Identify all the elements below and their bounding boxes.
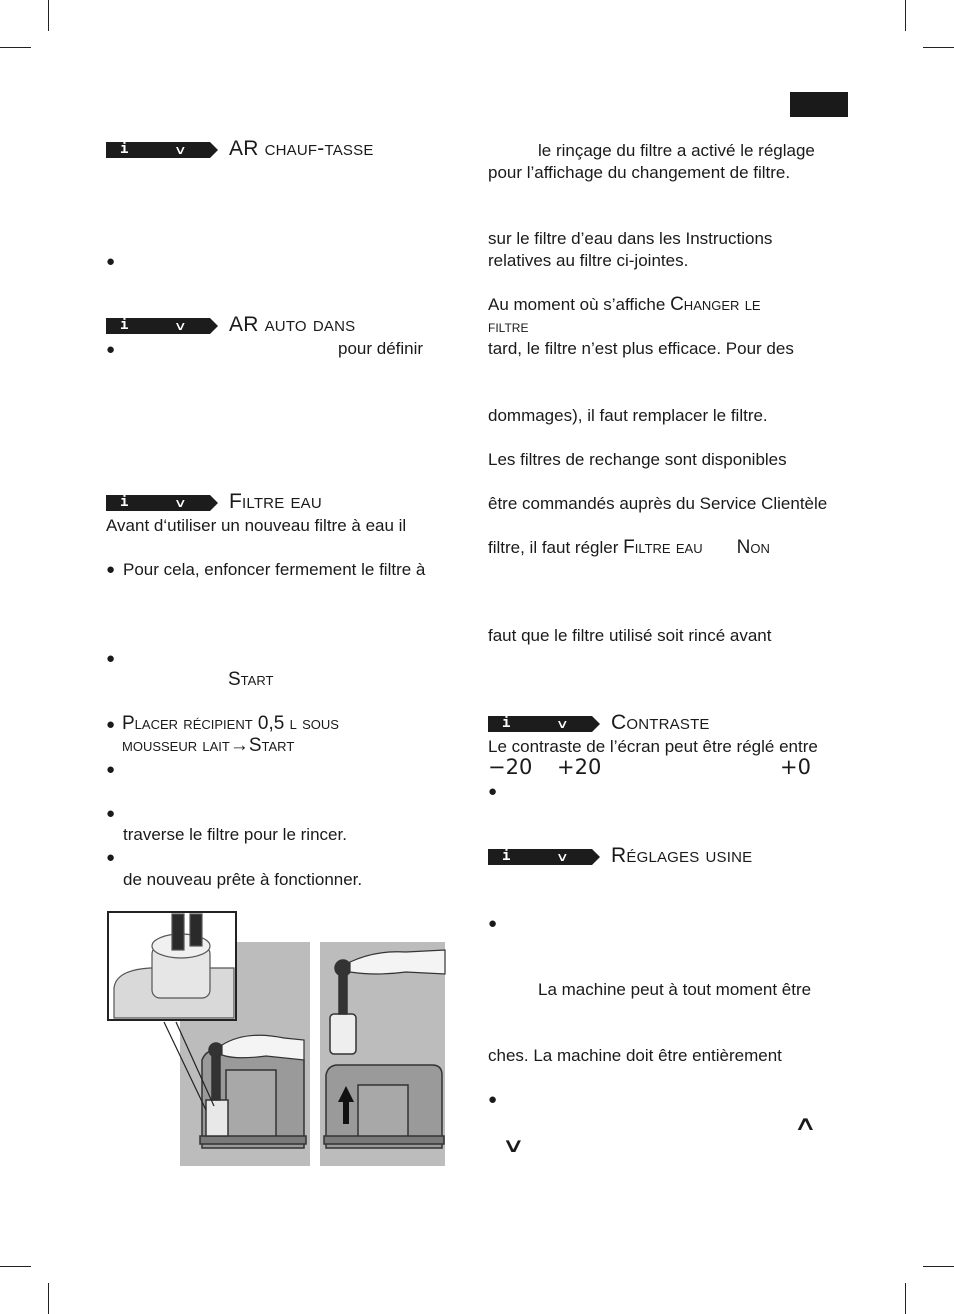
instruction-text: mousseur lait→Start [122,735,295,756]
body-text: tard, le filtre n’est plus efficace. Pour des [488,339,794,358]
bullet: ● [488,1091,498,1108]
info-icon: i [120,141,129,157]
crop-mark [923,1266,954,1267]
display-message: filtre [488,317,529,336]
bullet: ● [106,561,116,578]
info-bar [488,716,594,732]
crop-mark [0,1266,31,1267]
chevron-down-icon: ∨ [501,1135,526,1157]
bullet: ● [106,341,116,358]
section-heading: AR auto dans [229,313,356,336]
info-icon: i [502,715,511,731]
crop-mark [905,1283,906,1314]
body-text: Au moment où s’affiche Changer le [488,294,761,315]
info-bar [488,849,594,865]
body-text: traverse le filtre pour le rincer. [123,825,347,844]
body-text: ches. La machine doit être entièrement [488,1046,782,1065]
body-text: dommages), il faut remplacer le filtre. [488,406,768,425]
bullet: ● [106,253,116,270]
chevron-down-icon: ∨ [555,717,569,731]
info-icon: i [120,317,129,333]
info-icon: i [502,848,511,864]
body-text: Avant d‘utiliser un nouveau filtre à eau il [106,516,407,535]
body-text: de nouveau prête à fonctionner. [123,870,363,889]
body-text: le rinçage du filtre a activé le réglage [538,141,815,160]
info-bar [106,142,212,158]
body-text: La machine peut à tout moment être [538,980,812,999]
crop-mark [0,47,31,48]
contrast-min: −20 [488,755,533,779]
hand [222,1035,304,1060]
crop-mark [48,0,49,31]
section-heading: Réglages usine [611,844,753,867]
arrow-right-icon: → [229,735,249,756]
bullet: ● [488,783,498,800]
bullet: ● [488,915,498,932]
body-text: relatives au filtre ci-jointes. [488,251,689,270]
info-bar [106,495,212,511]
section-heading: Filtre eau [229,490,322,513]
body-text: être commandés auprès du Service Clientèle [488,494,828,513]
body-text: Pour cela, enfoncer fermement le filtre à [123,560,426,579]
info-bar [106,318,212,334]
contrast-max: +20 [557,755,602,779]
bullet: ● [106,849,116,866]
body-text: pour définir [338,339,424,358]
body-text: pour l’affichage du changement de filtre. [488,163,791,182]
body-text: Les filtres de rechange sont disponibles [488,450,787,469]
water-tank [324,1065,444,1148]
start-label: Start [228,669,274,690]
crop-mark [923,47,954,48]
bullet: ● [106,716,116,733]
info-icon: i [120,494,129,510]
chevron-up-icon: ∧ [793,1113,818,1135]
body-text: filtre, il faut régler Filtre eau Non [488,537,770,558]
crop-mark [48,1283,49,1314]
body-text: sur le filtre d’eau dans les Instructions [488,229,773,248]
contrast-default: +0 [780,755,811,779]
bullet: ● [106,650,116,667]
crop-mark [905,0,906,31]
section-heading: AR chauf-tasse [229,137,374,160]
chevron-down-icon: ∨ [173,143,187,157]
instruction-text: Placer récipient 0,5 l sous [122,713,339,734]
chevron-down-icon: ∨ [173,319,187,333]
body-text: Le contraste de l’écran peut être réglé entre [488,737,818,756]
chevron-down-icon: ∨ [173,496,187,510]
filter-illustration [106,910,448,1170]
bullet: ● [106,761,116,778]
language-tab [790,92,848,117]
section-heading: Contraste [611,711,710,734]
chevron-down-icon: ∨ [555,850,569,864]
body-text: faut que le filtre utilisé soit rincé avant [488,626,772,645]
bullet: ● [106,805,116,822]
